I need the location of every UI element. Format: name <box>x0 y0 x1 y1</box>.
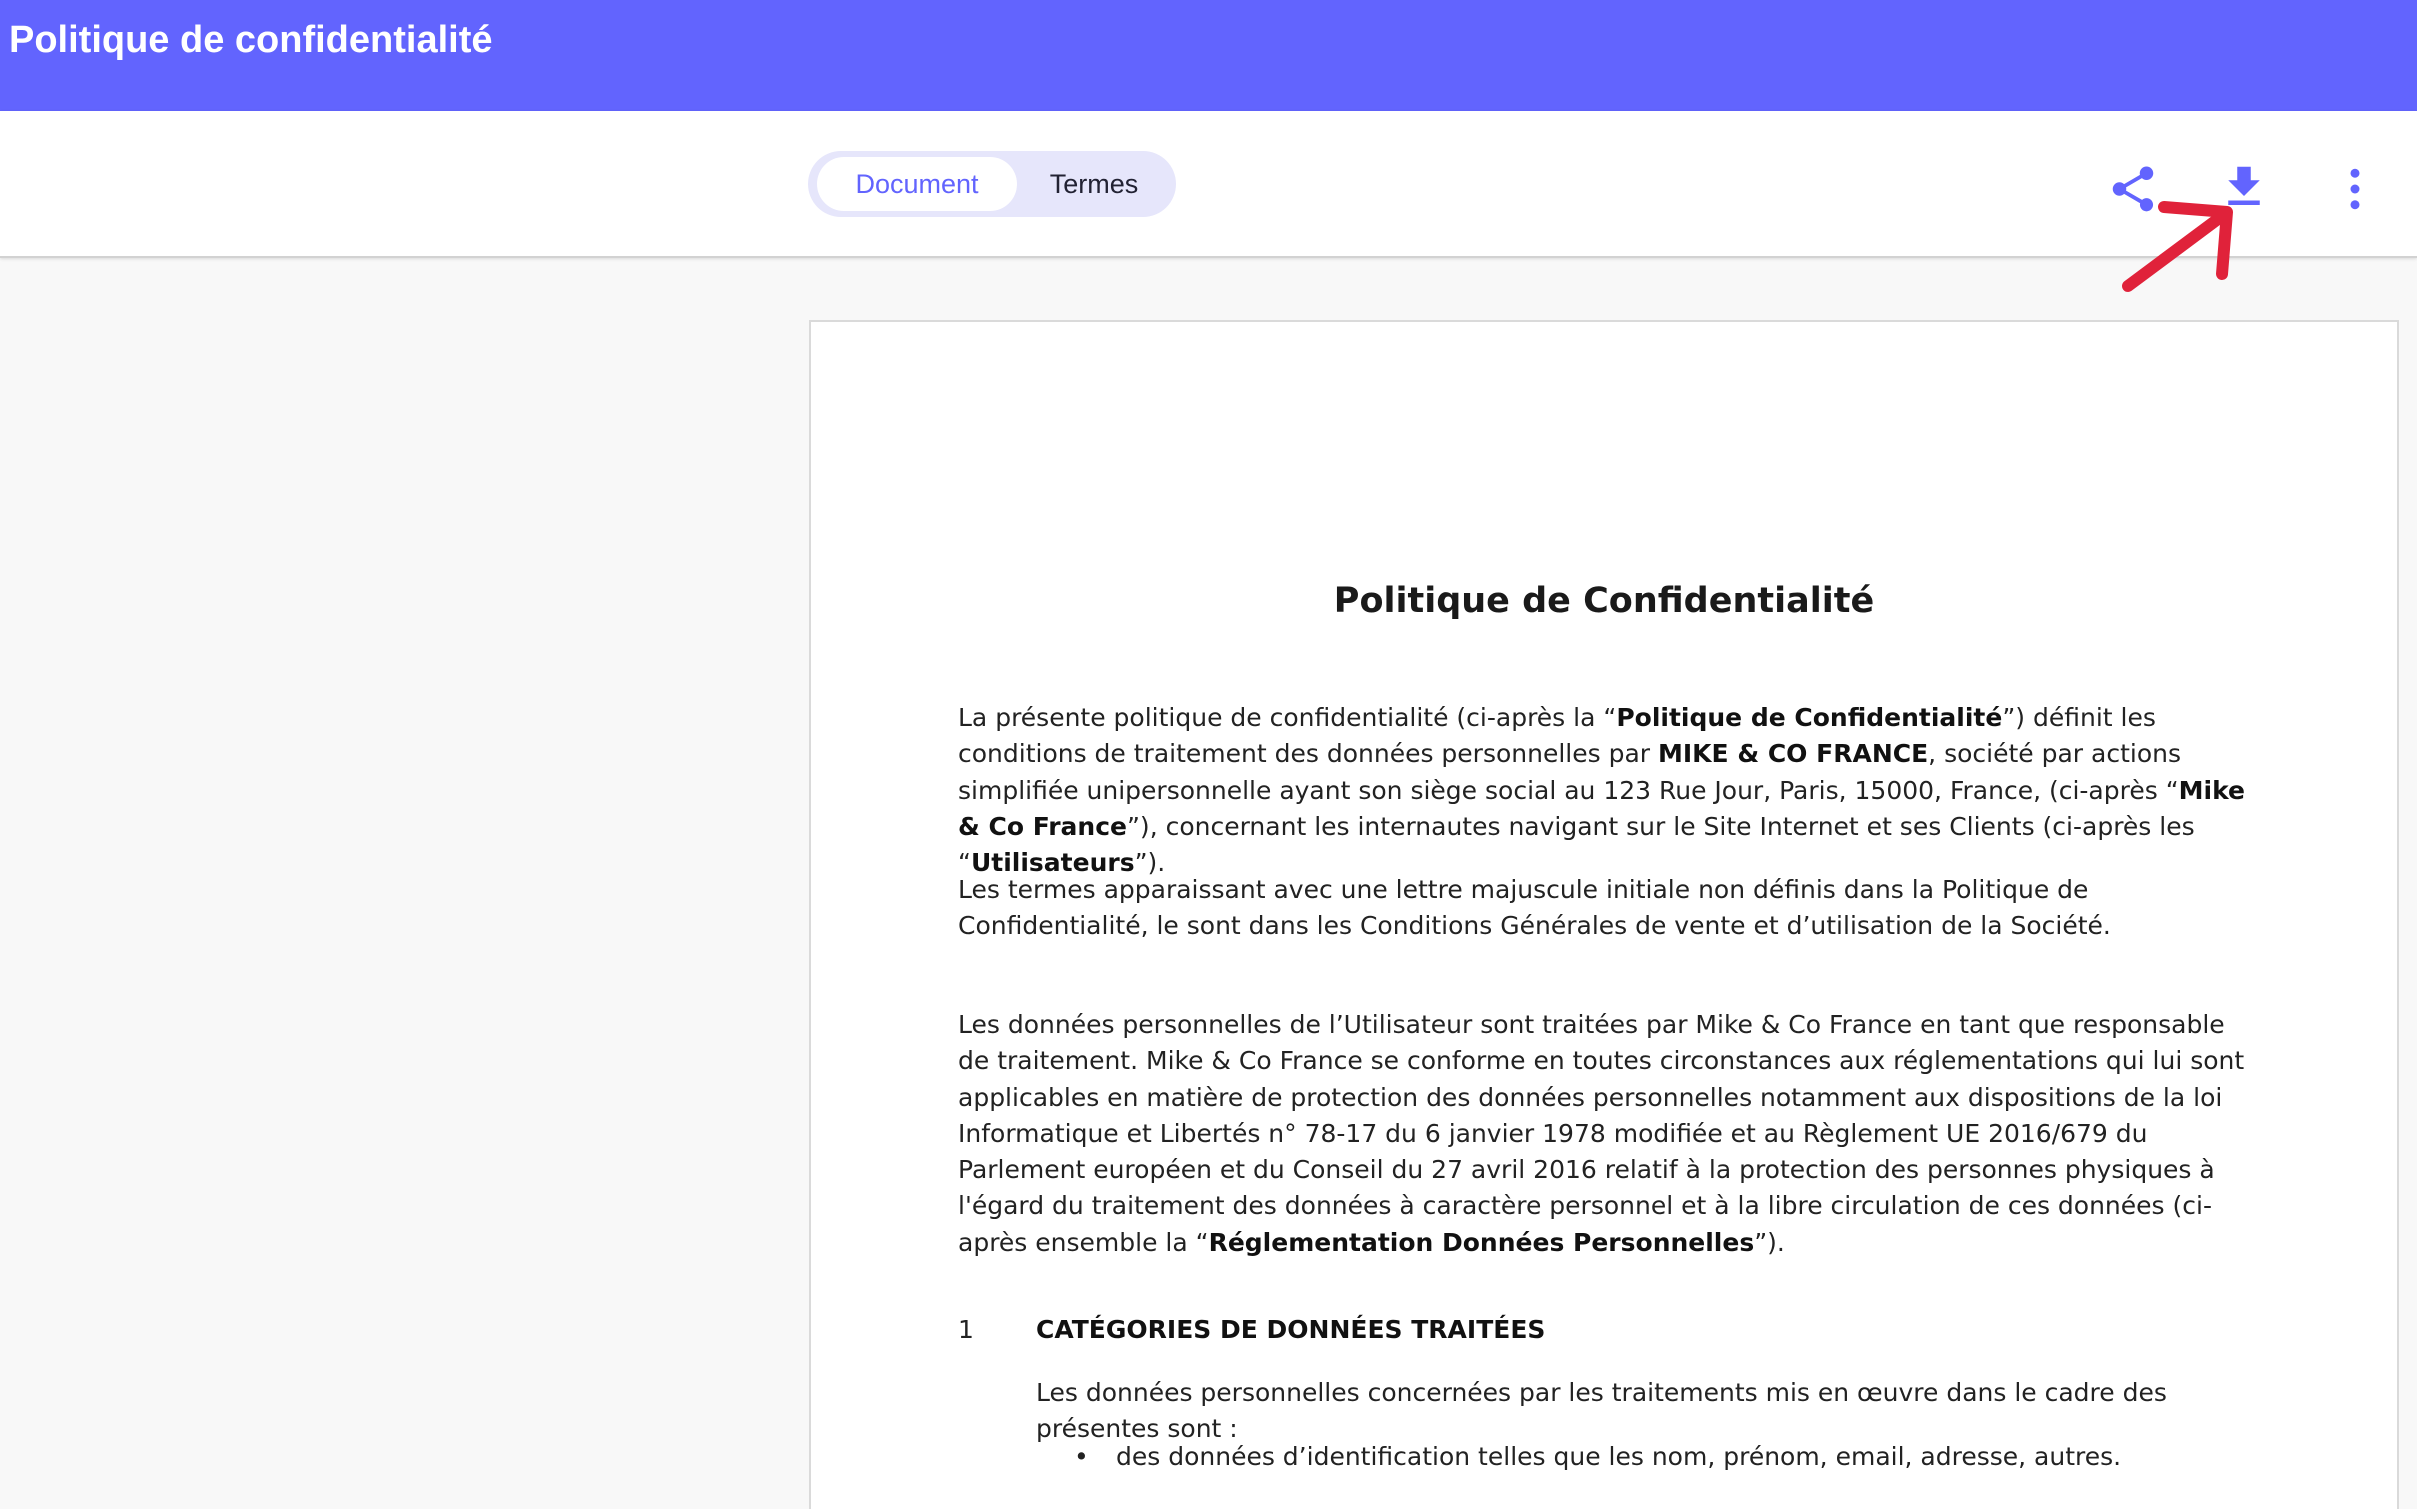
tab-document[interactable]: Document <box>817 157 1017 211</box>
app-header <box>0 0 2417 111</box>
view-toggle <box>808 151 1176 217</box>
page-title: Politique de confidentialité <box>9 19 493 61</box>
list-item: des données d’identification telles que les nom, prénom, email, adresse, autres. <box>1116 1442 2122 1471</box>
toolbar <box>0 111 2417 258</box>
document-title: Politique de Confidentialité <box>1333 581 1875 621</box>
tab-termes[interactable]: Termes <box>1049 169 1139 199</box>
paragraph-terms: Les termes apparaissant avec une lettre majuscule initiale non définis dans la Politique de Confidentialité, le sont dans les Conditions Générales de vente et d’utilisation de la Société. <box>958 875 2111 941</box>
section-intro: Les données personnelles concernées par les traitements mis en œuvre dans le cadre des présentes sont : <box>1036 1378 2167 1444</box>
paragraph-intro: La présente politique de confidentialité (ci-après la “Politique de Confidentialité”) définit les conditions de traitement des données personnelles par MIKE & CO FRANCE, société par actions simplifiée unipersonnelle ayant son siège social au 123 Rue Jour, Paris, 15000, France, (ci-après “Mike & Co France”), concernant les internautes navigant sur le Site Internet et ses Clients (ci-après les “Utilisateurs”). <box>958 703 2246 878</box>
document-page <box>809 320 2399 1509</box>
section-number: 1 <box>958 1315 974 1344</box>
section-title: CATÉGORIES DE DONNÉES TRAITÉES <box>1036 1315 1546 1344</box>
bullet-icon: • <box>1074 1442 1089 1471</box>
paragraph-regulation: Les données personnelles de l’Utilisateur sont traitées par Mike & Co France en tant que responsable de traitement. Mike & Co France se conforme en toutes circonstances aux réglementations qui lui sont applicables en matière de protection des données personnelles notamment aux dispositions de la loi Informatique et Libertés n° 78-17 du 6 janvier 1978 modifiée et au Règlement UE 2016/679 du Parlement européen et du Conseil du 27 avril 2016 relatif à la protection des personnes physiques à l'égard du traitement des données à caractère personnel et à la libre circulation de ces données (ci-après ensemble la “Réglementation Données Personnelles”). <box>958 1010 2245 1257</box>
more-vert-icon[interactable] <box>2328 162 2382 216</box>
annotation-arrow-icon <box>2110 190 2250 300</box>
